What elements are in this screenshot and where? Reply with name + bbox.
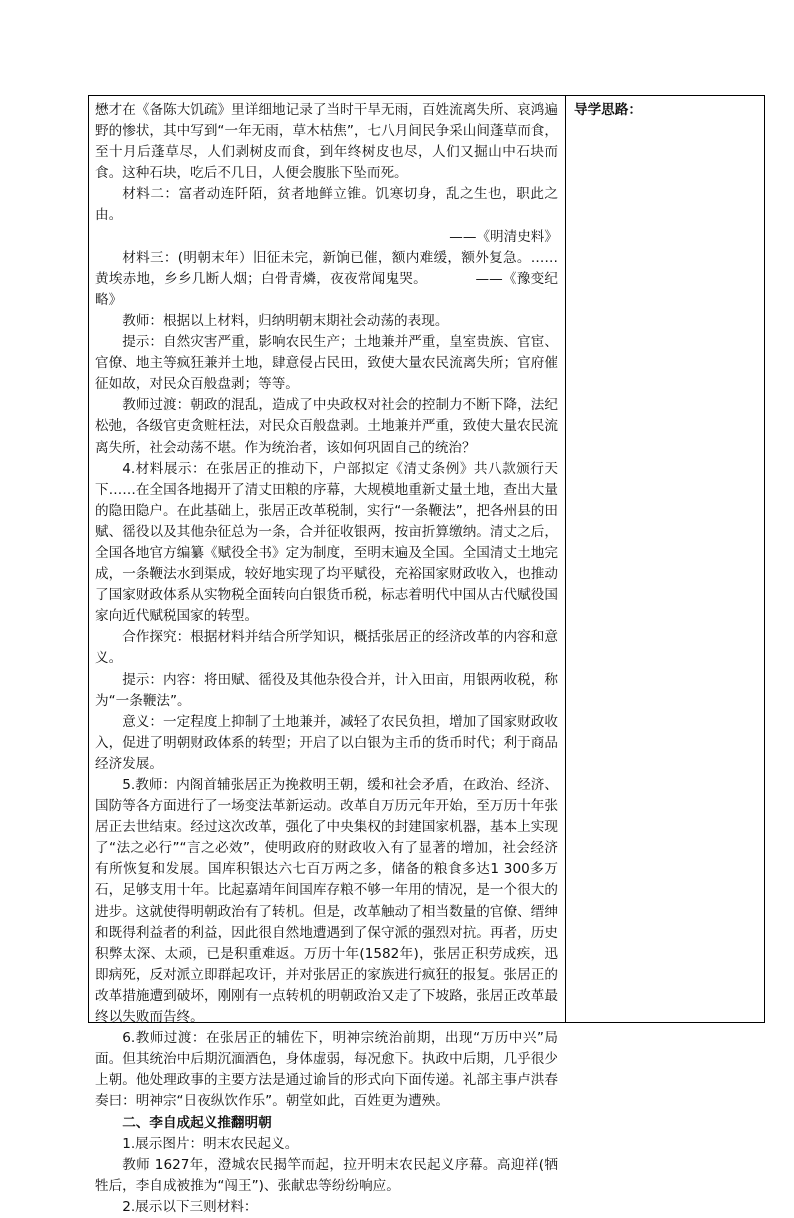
content-paragraph: 4.材料展示：在张居正的推动下，户部拟定《清丈条例》共八款颁行天下……在全国各地揭开了清丈田粮的序幕，大规模地重新丈量土地，查出大量的隐田隐户。在此基础上，张居正改革税制，实行“一条鞭法”，把各州县的田赋、徭役以及其他杂征总为一条，合并征收银两，按亩折算缴纳。清丈之后，全国各地官方编纂《赋役全书》定为制度，至明末遍及全国。全国清丈土地完成，一条鞭法水到渠成，较好地实现了均平赋役，充裕国家财政收入，也推动了国家财政体系从实物税全面转向白银货币税，标志着明代中国从古代赋役国家向近代赋税国家的转型。: [95, 460, 558, 625]
content-paragraph: 6.教师过渡：在张居正的辅佐下，明神宗统治前期，出现“万历中兴”局面。但其统治中后期沉湎酒色，身体虚弱，每况愈下。执政中后期，几乎很少上朝。他处理政事的主要方法是通过谕旨的形式向下面传递。礼部主事卢洪春奏曰：明神宗“日夜纵饮作乐”。朝堂如此，百姓更为遭殃。: [95, 1030, 558, 1110]
content-paragraph: 2.展示以下三则材料：: [122, 1198, 258, 1215]
content-paragraph: 教师 1627年，澄城农民揭竿而起，拉开明末农民起义序幕。高迎祥(牺牲后，李自成被推为“闯王”)、张献忠等纷纷响应。: [95, 1156, 558, 1194]
content-paragraph: 1.展示图片：明末农民起义。: [122, 1135, 299, 1152]
content-paragraph: 教师过渡：朝政的混乱，造成了中央政权对社会的控制力不断下降，法纪松弛，各级官吏贪赃枉法，对民众百般盘剥。土地兼并严重，致使大量农民流离失所，社会动荡不堪。作为统治者，该如何巩固自己的统治？: [95, 397, 558, 456]
content-paragraph: 教师：根据以上材料，归纳明朝末期社会动荡的表现。: [122, 312, 449, 329]
lesson-plan-table: [88, 95, 765, 1215]
content-paragraph: 提示：内容：将田赋、徭役及其他杂役合并，计入田亩，用银两收税，称为“一条鞭法”。: [95, 671, 558, 709]
content-paragraph: ——《明清史料》: [449, 228, 558, 245]
content-paragraph: 提示：自然灾害严重，影响农民生产；土地兼并严重，皇室贵族、官宦、官僚、地主等疯狂兼并土地，肆意侵占民田，致使大量农民流离失所；官府催征如故，对民众百般盘剥；等等。: [95, 334, 558, 393]
content-paragraph: 懋才在《备陈大饥疏》里详细地记录了当时干旱无雨，百姓流离失所、哀鸿遍野的惨状，其中写到“一年无雨，草木枯焦”，七八月间民争采山间蓬草而食，至十月后蓬草尽，人们剥树皮而食，到年终树皮也尽，人们又掘山中石块而食。这种石块，吃后不几日，人便会腹胀下坠而死。: [95, 102, 558, 182]
guidance-heading: 导学思路：: [574, 102, 642, 118]
section-heading: 二、李自成起义推翻明朝: [122, 1114, 272, 1131]
content-paragraph: 材料三：(明朝末年）旧征未完，新饷已催，额内难缓，额外复急。……黄埃赤地，乡乡几断人烟；白骨青燐，夜夜常闻鬼哭。 ——《豫变纪略》: [95, 249, 558, 308]
content-paragraph: 材料二：富者动连阡陌，贫者地鲜立锥。饥寒切身，乱之生也，职此之由。: [95, 186, 558, 224]
column-divider: [565, 96, 566, 1022]
content-paragraph: 意义：一定程度上抑制了土地兼并，减轻了农民负担，增加了国家财政收入，促进了明朝财政体系的转型；开启了以白银为主币的货币时代；利于商品经济发展。: [95, 713, 558, 772]
content-paragraph: 5.教师：内阁首辅张居正为挽救明王朝，缓和社会矛盾，在政治、经济、国防等各方面进行了一场变法革新运动。改革自万历元年开始，至万历十年张居正去世结束。经过这次改革，强化了中央集权的封建国家机器，基本上实现了“法之必行”“言之必效”，使明政府的财政收入有了显著的增加，社会经济有所恢复和发展。国库积银达六七百万两之多，储备的粮食多达1 300多万石，足够支用十年。比起嘉靖年间国库存粮不够一年用的情况，是一个很大的进步。这就使得明朝政治有了转机。但是，改革触动了相当数量的官僚、缙绅和既得利益者的利益，因此很自然地遭遇到了保守派的强烈对抗。再者，历史积弊太深、太顽，已是积重难返。万历十年(1582年)，张居正积劳成疾，迅即病死，反对派立即群起攻讦，并对张居正的家族进行疯狂的报复。张居正的改革措施遭到破坏，刚刚有一点转机的明朝政治又走了下坡路，张居正改革最终以失败而告终。: [95, 777, 558, 1026]
content-paragraph: 合作探究：根据材料并结合所学知识，概括张居正的经济改革的内容和意义。: [95, 629, 558, 667]
guidance-notes-column: [574, 100, 759, 121]
lesson-content-column: [95, 100, 558, 1218]
